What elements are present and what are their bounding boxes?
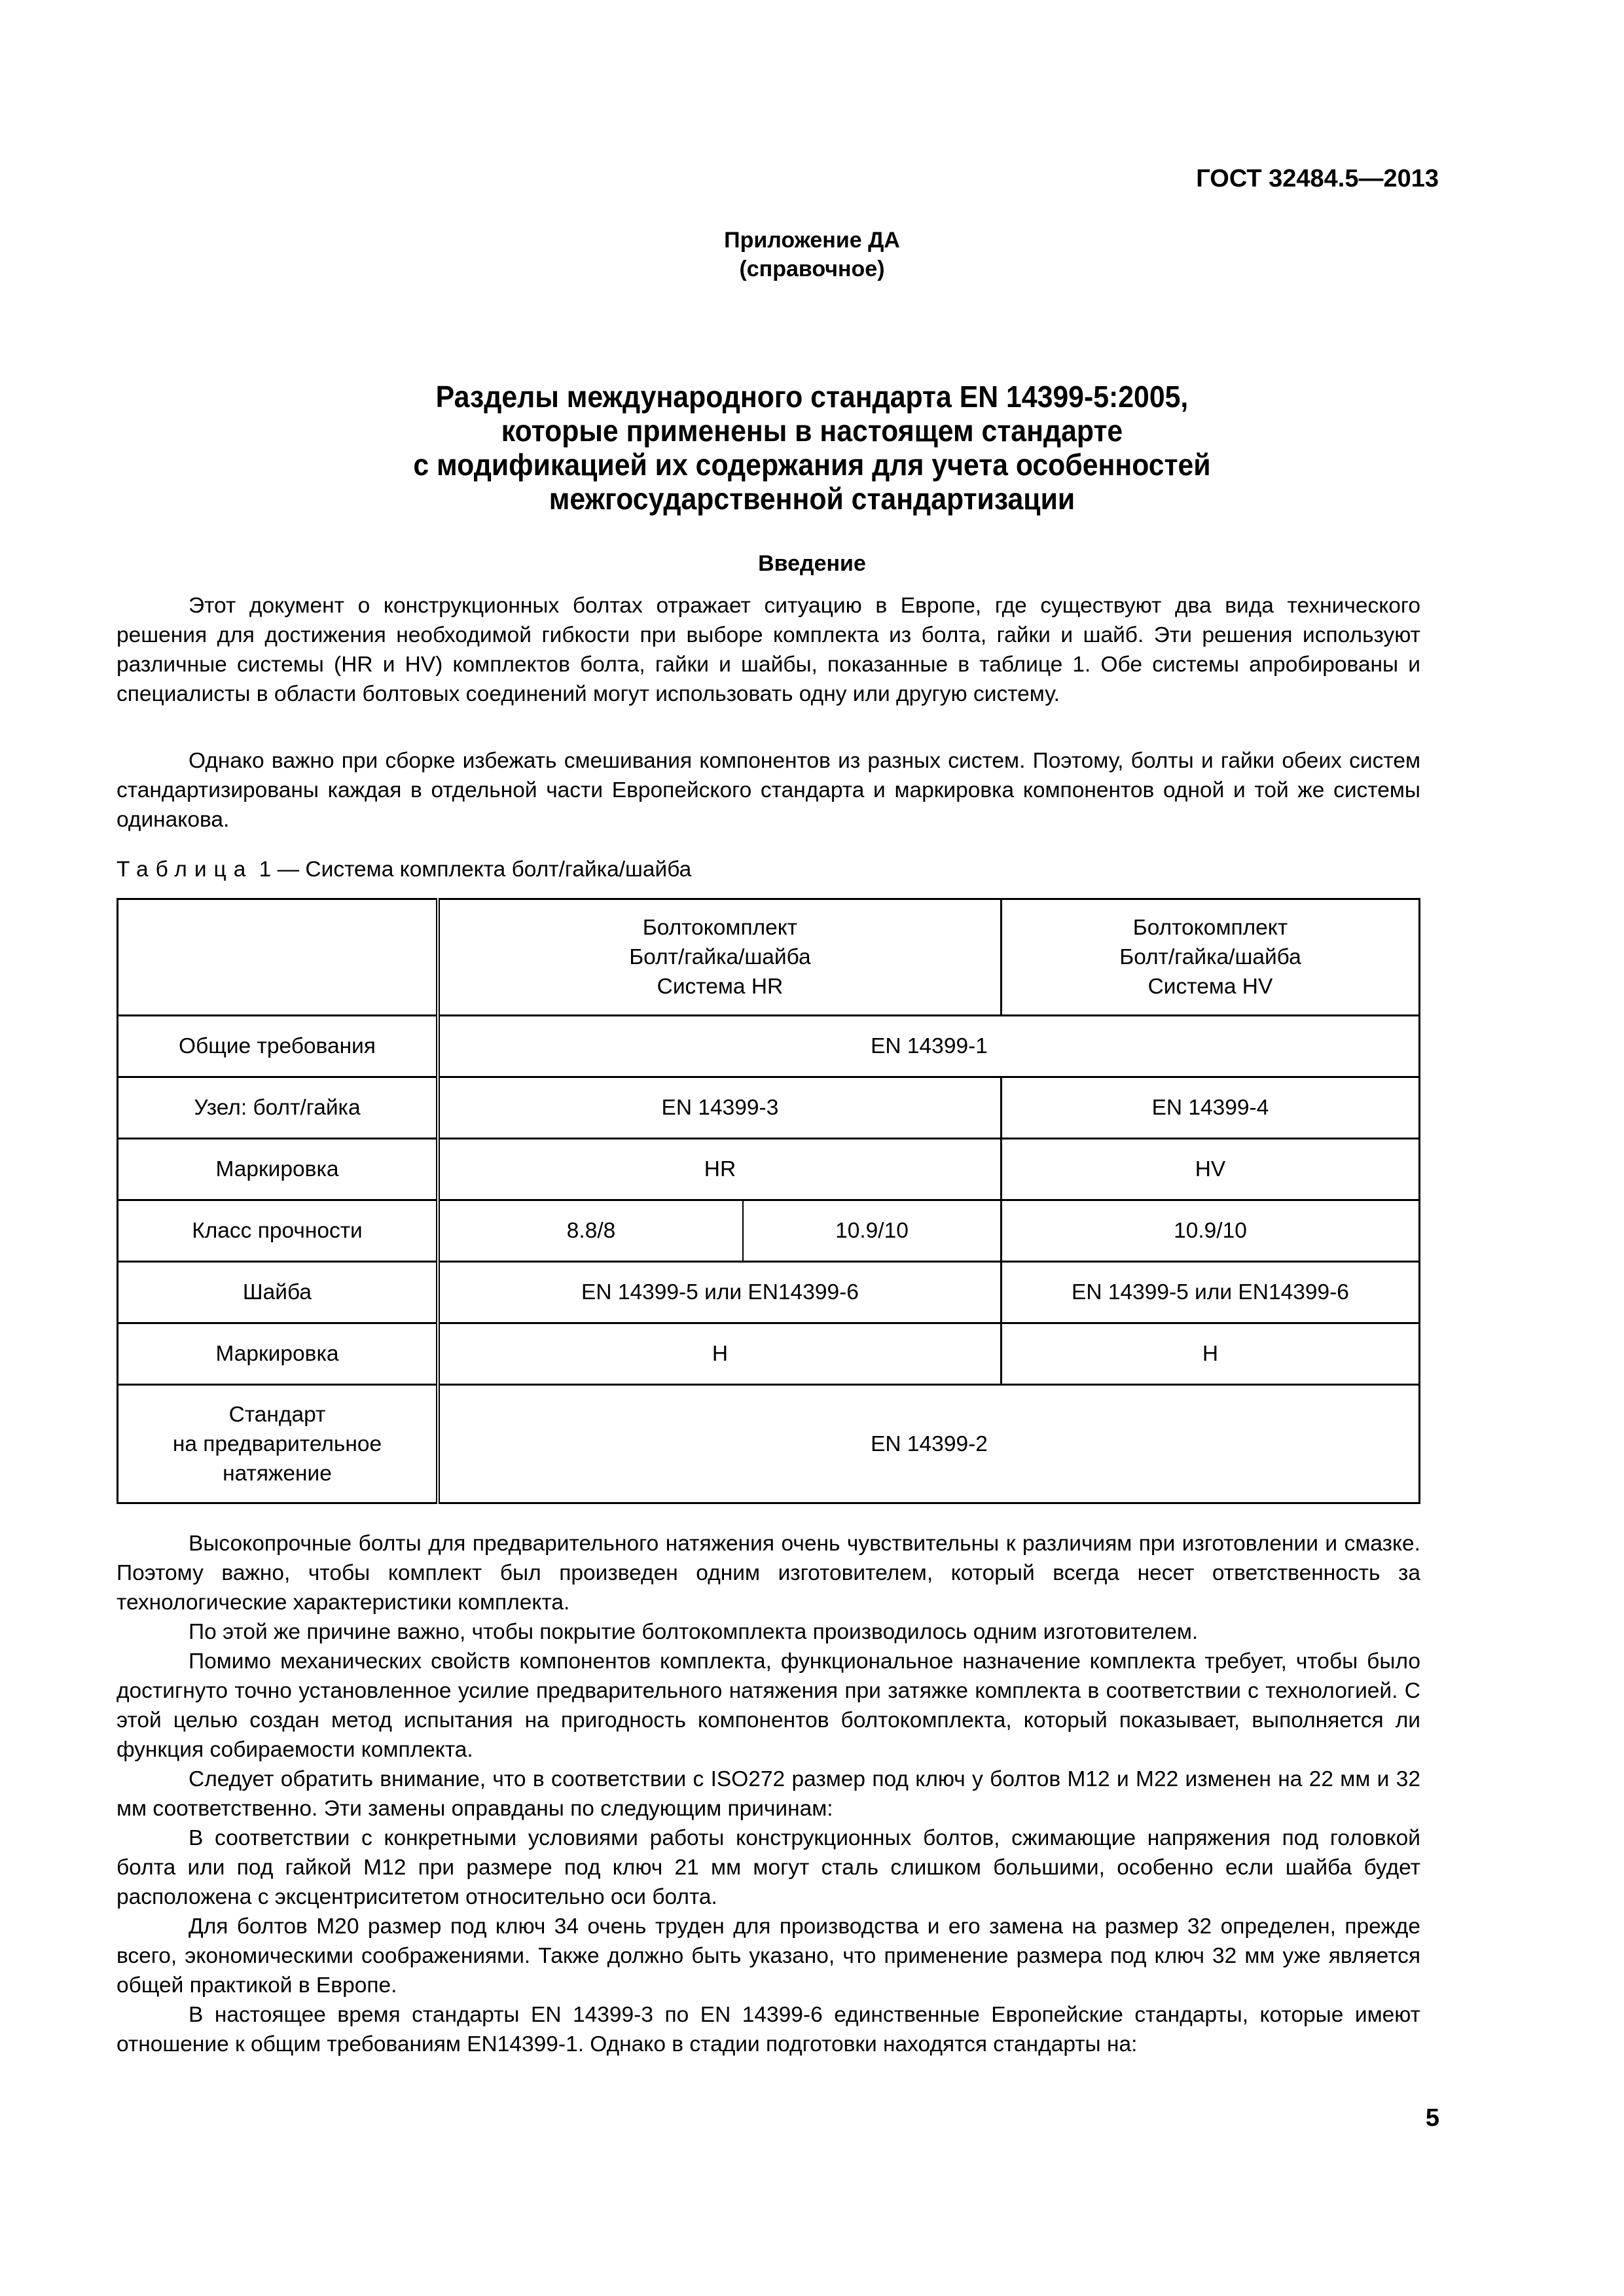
intro-paragraph: Однако важно при сборке избежать смешивания компонентов из разных систем. Поэтому, болты и гайки обеих систем стандартизированы каждая в отдельной части Европейского стандарта и маркировка компонентов одной и той же системы одинакова. <box>117 749 1420 832</box>
body-paragraph: Высокопрочные болты для предварительного натяжения очень чувствительны к различиям при изготовлении и смазке. Поэтому важно, чтобы комплект был произведен одним изготовителем, который всегда несет ответственность за технологические характеристики комплекта. <box>117 1532 1420 1615</box>
cell-value-hv: 10.9/10 <box>1001 1200 1419 1262</box>
cell-value-hr-b: 10.9/10 <box>743 1200 1001 1262</box>
introduction-heading: Введение <box>758 551 866 576</box>
cell-value-hr: EN 14399-3 <box>438 1077 1001 1139</box>
table-row <box>118 1385 1420 1503</box>
body-paragraph: Помимо механических свойств компонентов комплекта, функциональное назначение комплекта требует, чтобы было достигнуто точно установленное усилие предварительного натяжения при затяжке комплекта в соответствии с технологией. С этой целью создан метод испытания на пригодность компонентов болтокомплекта, который показывает, выполняется ли функция собираемости комплекта. <box>117 1649 1420 1762</box>
appendix-title: Приложение ДА <box>724 228 900 253</box>
row-label-line: на предварительное <box>172 1431 382 1456</box>
header-line: Болт/гайка/шайба <box>629 945 811 969</box>
header-line: Система HR <box>657 975 784 999</box>
table-caption-text: — Система комплекта болт/гайка/шайба <box>277 857 692 882</box>
header-cell-hv <box>1001 899 1419 1016</box>
page-number: 5 <box>1425 2104 1439 2132</box>
table-row <box>118 1139 1420 1200</box>
table-row <box>118 1200 1420 1262</box>
cell-value-hr: EN 14399-5 или EN14399-6 <box>438 1262 1001 1323</box>
header-line: Система HV <box>1147 975 1273 999</box>
cell-value-hv: EN 14399-4 <box>1001 1077 1419 1139</box>
appendix-heading <box>0 226 1624 283</box>
cell-value: EN 14399-1 <box>438 1016 1420 1077</box>
header-line: Болтокомплект <box>1132 916 1288 940</box>
body-paragraph: В соответствии с конкретными условиями работы конструкционных болтов, сжимающие напряжения под головкой болта или под гайкой M12 при размере под ключ 21 мм могут сталь слишком большими, особенно если шайба будет расположена с эксцентриситетом относительно оси болта. <box>117 1826 1420 1909</box>
row-label: Класс прочности <box>118 1200 438 1262</box>
main-title-line: с модификацией их содержания для учета особенностей <box>413 448 1211 482</box>
table-caption-number: 1 <box>259 857 272 882</box>
row-label: Шайба <box>118 1262 438 1323</box>
appendix-subtitle: (справочное) <box>739 257 885 281</box>
main-title-line: Разделы международного стандарта EN 14399-5:2005, <box>435 380 1189 414</box>
cell-value-hv: EN 14399-5 или EN14399-6 <box>1001 1262 1419 1323</box>
body-paragraph: Следует обратить внимание, что в соответствии с ISO272 размер под ключ у болтов M12 и M22 изменен на 22 мм и 32 мм соответственно. Эти замены оправданы по следующим причинам: <box>117 1767 1420 1821</box>
table-row <box>118 1016 1420 1077</box>
cell-value-hr-a: 8.8/8 <box>438 1200 743 1262</box>
body-paragraph: Для болтов M20 размер под ключ 34 очень труден для производства и его замена на размер 32 определен, прежде всего, экономическими соображениями. Также должно быть указано, что применение размера под ключ 32 мм уже является общей практикой в Европе. <box>117 1914 1420 1998</box>
row-label: Узел: болт/гайка <box>118 1077 438 1139</box>
row-label: Маркировка <box>118 1139 438 1200</box>
header-cell-hr <box>438 899 1001 1016</box>
main-title <box>57 380 1567 516</box>
main-title-line: которые применены в настоящем стандарте <box>501 414 1123 448</box>
table-row <box>118 1077 1420 1139</box>
table-header-row <box>118 899 1420 1016</box>
header-line: Болт/гайка/шайба <box>1119 945 1301 969</box>
row-label-line: Стандарт <box>228 1402 326 1427</box>
cell-value: EN 14399-2 <box>438 1385 1420 1503</box>
row-label <box>118 1385 438 1503</box>
body-paragraph: В настоящее время стандарты EN 14399-3 по EN 14399-6 единственные Европейские стандарты, которые имеют отношение к общим требованиям EN14399-1. Однако в стадии подготовки находятся стандарты на: <box>117 2003 1420 2056</box>
intro-paragraph: Этот документ о конструкционных болтах отражает ситуацию в Европе, где существуют два вида технического решения для достижения необходимой гибкости при выборе комплекта из болта, гайки и шайб. Эти решения используют различные системы (HR и HV) комплектов болта, гайки и шайбы, показанные в таблице 1. Обе системы апробированы и специалисты в области болтовых соединений могут использовать одну или другую систему. <box>117 594 1420 706</box>
row-label: Маркировка <box>118 1323 438 1385</box>
cell-value-hv: H <box>1001 1323 1419 1385</box>
cell-value-hv: HV <box>1001 1139 1419 1200</box>
document-code: ГОСТ 32484.5—2013 <box>1196 165 1439 192</box>
body-text <box>117 1529 1420 2059</box>
table-row <box>118 1262 1420 1323</box>
row-label-line: натяжение <box>223 1461 332 1486</box>
table-row <box>118 1323 1420 1385</box>
main-title-line: межгосударственной стандартизации <box>549 482 1075 516</box>
row-label: Общие требования <box>118 1016 438 1077</box>
cell-value-hr: H <box>438 1323 1001 1385</box>
header-line: Болтокомплект <box>642 916 798 940</box>
table-caption-prefix: Таблица <box>117 857 253 882</box>
table-corner-cell <box>118 899 438 1016</box>
table-caption <box>117 857 691 882</box>
cell-value-hr: HR <box>438 1139 1001 1200</box>
bolt-system-table <box>117 898 1420 1504</box>
body-paragraph: По этой же причине важно, чтобы покрытие болтокомплекта производилось одним изготовителем. <box>189 1620 1199 1644</box>
